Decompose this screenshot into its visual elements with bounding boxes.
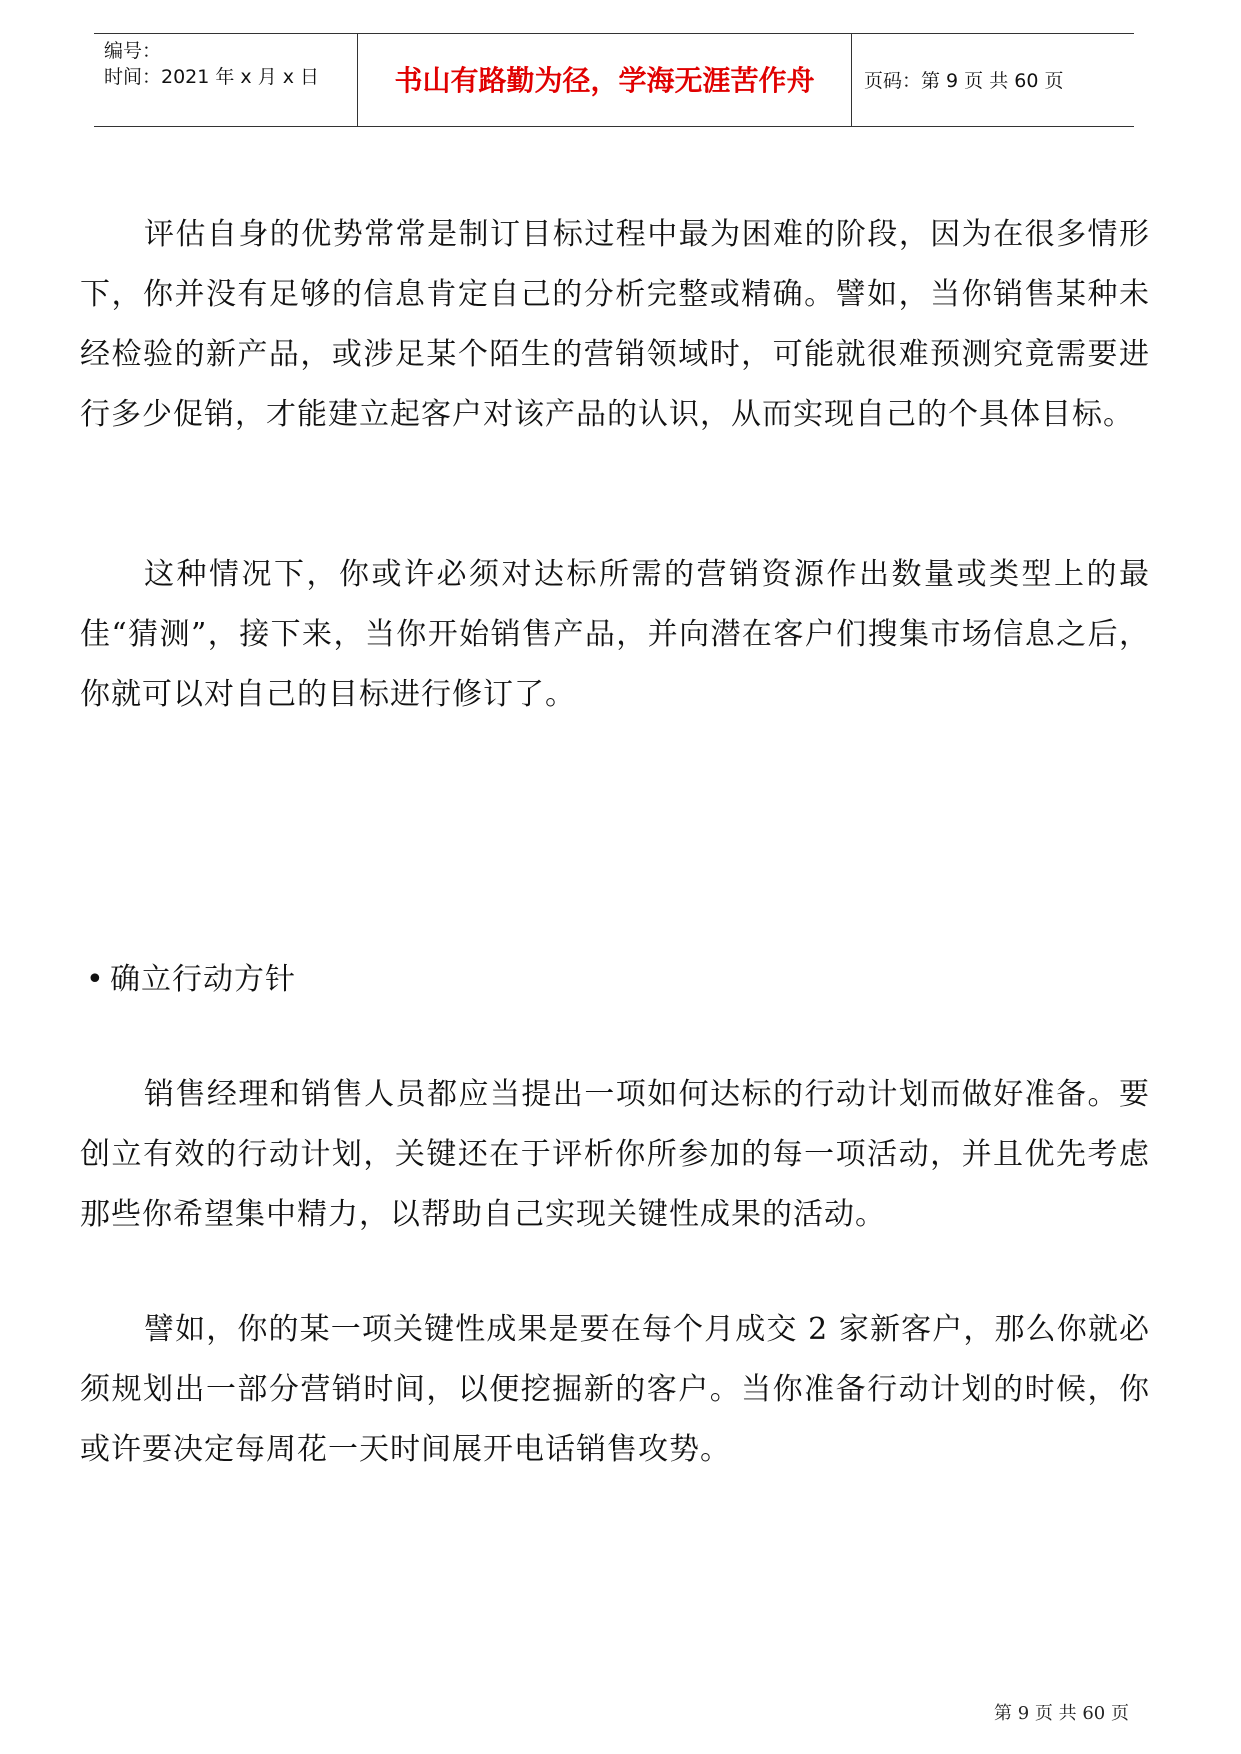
document-date-label: 时间：2021 年 x 月 x 日	[104, 66, 320, 88]
paragraph-action-plan: 销售经理和销售人员都应当提出一项如何达标的行动计划而做好准备。要创立有效的行动计划，关键还在于评析你所参加的每一项活动，并且优先考虑那些你希望集中精力，以帮助自己实现关键性成果的活动。	[80, 1077, 1150, 1232]
paragraph-assess-strengths: 评估自身的优势常常是制订目标过程中最为困难的阶段，因为在很多情形下，你并没有足够的信息肯定自己的分析完整或精确。譬如，当你销售某种未经检验的新产品，或涉足某个陌生的营销领域时，可能就很难预测究竟需要进行多少促销，才能建立起客户对该产品的认识，从而实现自己的个具体目标。	[80, 217, 1150, 432]
document-number-label: 编号：	[104, 40, 162, 62]
page-header	[94, 33, 1134, 127]
paragraph-best-guess: 这种情况下，你或许必须对达标所需的营销资源作出数量或类型上的最佳“猜测”，接下来，当你开始销售产品，并向潜在客户们搜集市场信息之后，你就可以对自己的目标进行修订了。	[80, 557, 1150, 712]
section-heading-text: 确立行动方针	[110, 962, 296, 997]
section-heading	[86, 960, 296, 1000]
header-meta-cell	[94, 34, 358, 126]
header-motto: 书山有路勤为径，学海无涯苦作舟	[358, 34, 852, 126]
paragraph-example: 譬如，你的某一项关键性成果是要在每个月成交 2 家新客户，那么你就必须规划出一部分营销时间，以便挖掘新的客户。当你准备行动计划的时候，你或许要决定每周花一天时间展开电话销售攻势。	[80, 1312, 1150, 1467]
header-page-info: 页码：第 9 页 共 60 页	[864, 70, 1064, 92]
bullet-dot-icon: •	[86, 962, 105, 997]
page-footer: 第 9 页 共 60 页	[994, 1703, 1129, 1724]
